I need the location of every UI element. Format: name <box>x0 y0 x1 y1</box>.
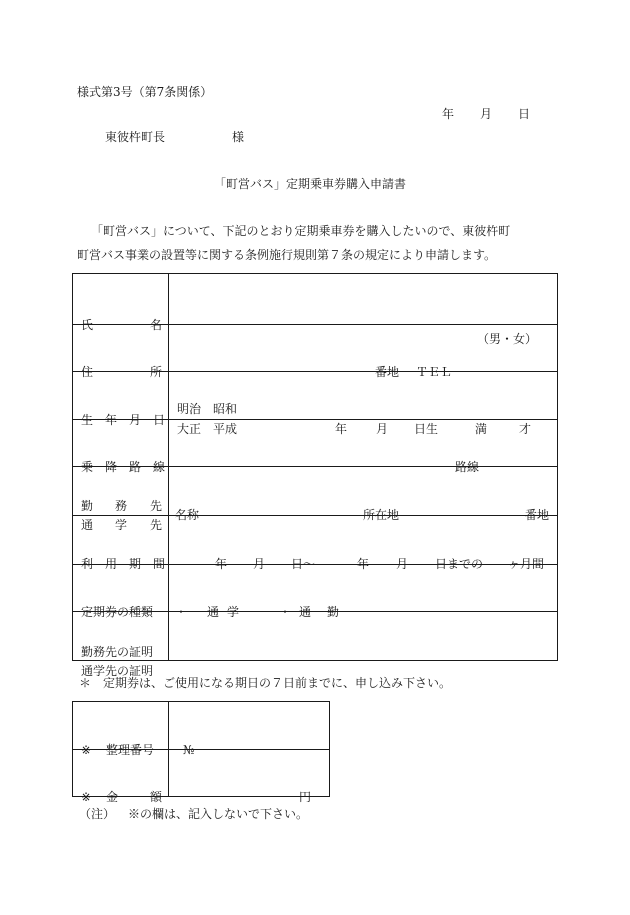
tel-label: ＴＥＬ <box>416 365 453 379</box>
field-pass-type[interactable]: ・ 通 学 ・ 通 勤 <box>169 565 558 612</box>
row-reference-number <box>73 702 330 750</box>
label-amount: ※ 金 額 <box>73 750 169 797</box>
field-address[interactable]: 番地 ＴＥＬ － <box>169 325 558 372</box>
label-workplace: 勤 務 先 通 学 先 <box>73 467 169 516</box>
row-period <box>73 516 558 565</box>
date-day: 日 <box>518 107 531 121</box>
label-name: 氏 名 <box>73 274 169 325</box>
field-workplace[interactable]: 名称 所在地 番地 <box>169 467 558 516</box>
tel-dash: － <box>491 365 504 379</box>
era-heisei[interactable]: 平成 <box>213 421 238 436</box>
row-name <box>73 274 558 325</box>
label-birthdate: 生 年 月 日 <box>73 372 169 420</box>
field-route[interactable]: 路線 <box>169 420 558 467</box>
gender-choice[interactable]: （男・女） <box>477 332 538 346</box>
row-workplace <box>73 467 558 516</box>
office-use-table <box>72 701 330 804</box>
era-meiji[interactable]: 明治 <box>177 401 202 416</box>
workplace-name-label: 名称 <box>175 508 200 522</box>
label-reference-number: ※ 整理番号 <box>73 702 169 750</box>
note-prefix: （注） <box>79 807 116 821</box>
label-period: 利 用 期 間 <box>73 516 169 565</box>
label-address: 住 所 <box>73 325 169 372</box>
form-number: 様式第3号（第7条関係） <box>77 85 213 99</box>
application-table <box>72 273 558 678</box>
workplace-location-label: 所在地 <box>363 508 400 522</box>
era-showa[interactable]: 昭和 <box>213 401 238 416</box>
option-commute-work[interactable]: 勤 <box>327 605 340 619</box>
row-pass-type <box>73 565 558 612</box>
honorific: 様 <box>232 130 245 144</box>
field-period[interactable]: 年 月 日～ 年 月 日までの ヶ月間 <box>169 516 558 565</box>
field-name[interactable] <box>169 274 558 346</box>
field-reference-number[interactable]: № <box>169 702 330 750</box>
document-title: 「町営バス」定期乗車券購入申請書 <box>214 177 407 191</box>
label-pass-type: 定期券の種類 <box>73 565 169 612</box>
date-year: 年 <box>442 107 455 121</box>
intro-line-2: 町営バス事業の設置等に関する条例施行規則第７条の規定により申請します。 <box>77 248 497 262</box>
era-taisho[interactable]: 大正 <box>177 421 202 436</box>
note-deadline: ＊ 定期券は、ご使用になる期日の７日前までに、申し込み下さい。 <box>79 676 452 690</box>
row-amount <box>73 750 330 797</box>
option-commute-school[interactable]: 通 <box>207 605 220 619</box>
label-route: 乗 降 路 線 <box>73 420 169 467</box>
option-commute-work[interactable]: 通 <box>299 605 312 619</box>
note-office-use: ※の欄は、記入しないで下さい。 <box>128 807 309 821</box>
field-amount[interactable]: 円 <box>169 750 330 797</box>
addressee: 東彼杵町長 <box>105 130 166 144</box>
row-birthdate <box>73 372 558 420</box>
label-certification: 勤務先の証明 通学先の証明 <box>73 612 169 661</box>
intro-line-1: 「町営バス」について、下記のとおり定期乗車券を購入したいので、東彼杵町 <box>91 224 511 238</box>
option-commute-school[interactable]: 学 <box>227 605 240 619</box>
date-month: 月 <box>480 107 493 121</box>
field-birthdate[interactable]: 明治 昭和 大正 平成 年 月 日生 満 才 <box>169 372 558 420</box>
